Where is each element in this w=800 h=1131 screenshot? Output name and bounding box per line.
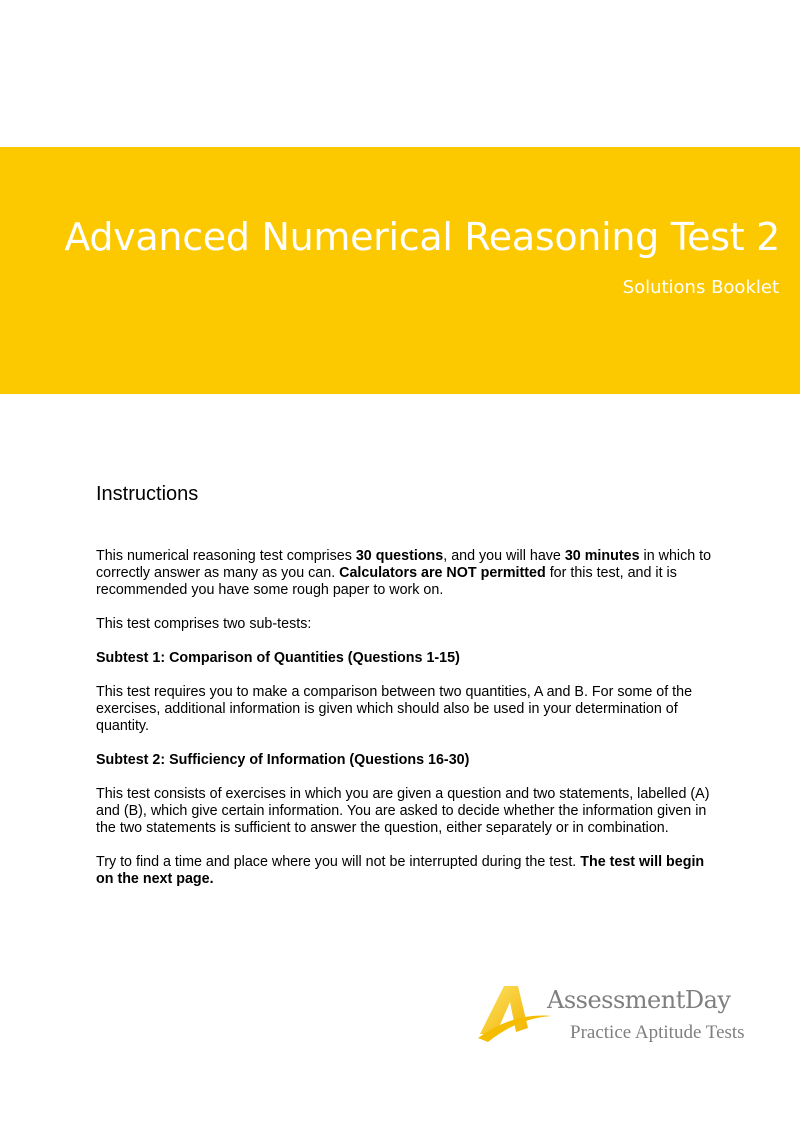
instructions-section [96,482,716,905]
subtest2-description: This test consists of exercises in which you are given a question and two statements, labelled (A) and (B), which give certain information. You are asked to decide whether the information given in the two statements is sufficient to answer the question, either separately or in combination. [96,786,710,836]
subtest1-description: This test requires you to make a comparison between two quantities, A and B. For some of the exercises, additional information is given which should also be used in your determination of quantity. [96,684,693,734]
logo-name: AssessmentDay [547,986,731,1014]
logo-a-icon [474,982,554,1044]
title-banner [0,147,800,394]
subtest1-title: Subtest 1: Comparison of Quantities (Questions 1-15) [96,650,460,666]
subtest2-title: Subtest 2: Sufficiency of Information (Questions 16-30) [96,752,470,768]
intro-paragraph: This numerical reasoning test comprises 30 questions, and you will have 30 minutes in which to correctly answer as many as you can. Calculators are NOT permitted for this test, and it is recommended you have some rough paper to work on. [96,548,712,598]
instructions-heading: Instructions [96,483,199,505]
logo-tagline: Practice Aptitude Tests [570,1022,745,1043]
document-subtitle: Solutions Booklet [622,277,779,298]
assessmentday-logo [474,982,774,1052]
document-title: Advanced Numerical Reasoning Test 2 [64,215,780,259]
closing-paragraph: Try to find a time and place where you will not be interrupted during the test. The test will begin on the next page. [96,854,705,887]
subtests-intro: This test comprises two sub-tests: [96,616,312,632]
